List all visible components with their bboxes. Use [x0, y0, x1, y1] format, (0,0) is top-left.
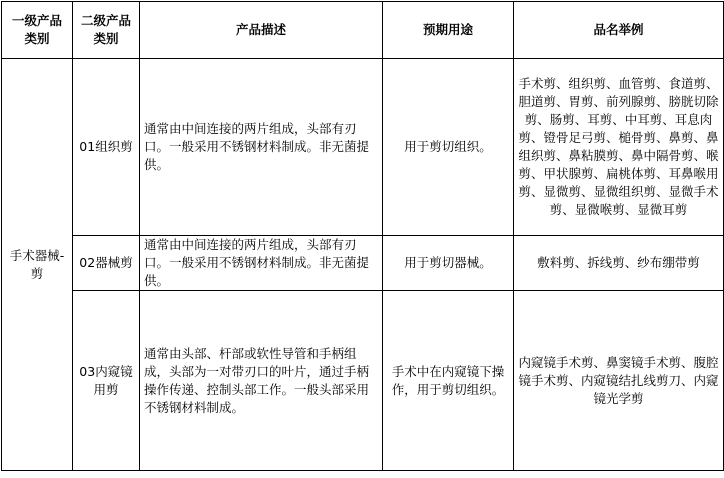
examples-cell: 敷料剪、拆线剪、纱布绷带剪	[514, 236, 724, 291]
header-examples: 品名举例	[514, 2, 724, 59]
level1-category-cell: 手术器械-剪	[2, 59, 73, 471]
description-cell: 通常由头部、杆部或软性导管和手柄组成，头部为一对带刃口的叶片，通过手柄操作传递、控制头部工作。一般头部采用不锈钢材料制成。	[140, 291, 383, 471]
table-row	[2, 291, 724, 471]
table-row	[2, 59, 724, 236]
intended-use-cell: 用于剪切组织。	[383, 59, 514, 236]
level2-category-cell: 03内窥镜用剪	[73, 291, 140, 471]
intended-use-cell: 手术中在内窥镜下操作，用于剪切组织。	[383, 291, 514, 471]
examples-cell: 手术剪、组织剪、血管剪、食道剪、胆道剪、胃剪、前列腺剪、膀胱切除剪、肠剪、耳剪、中耳剪、耳息肉剪、镫骨足弓剪、槌骨剪、鼻剪、鼻组织剪、鼻粘膜剪、鼻中隔骨剪、喉剪、甲状腺剪、扁桃体剪、耳鼻喉用剪、显微剪、显微组织剪、显微手术剪、显微喉剪、显微耳剪	[514, 59, 724, 236]
level2-category-cell: 02器械剪	[73, 236, 140, 291]
header-description: 产品描述	[140, 2, 383, 59]
level2-category-cell: 01组织剪	[73, 59, 140, 236]
intended-use-cell: 用于剪切器械。	[383, 236, 514, 291]
header-level2-category: 二级产品类别	[73, 2, 140, 59]
examples-cell: 内窥镜手术剪、鼻窦镜手术剪、腹腔镜手术剪、内窥镜结扎线剪刀、内窥镜光学剪	[514, 291, 724, 471]
header-level1-category: 一级产品类别	[2, 2, 73, 59]
table-row	[2, 236, 724, 291]
header-intended-use: 预期用途	[383, 2, 514, 59]
header-row	[2, 2, 724, 59]
description-cell: 通常由中间连接的两片组成，头部有刃口。一般采用不锈钢材料制成。非无菌提供。	[140, 59, 383, 236]
product-catalog-table	[1, 1, 724, 471]
description-cell: 通常由中间连接的两片组成，头部有刃口。一般采用不锈钢材料制成。非无菌提供。	[140, 236, 383, 291]
